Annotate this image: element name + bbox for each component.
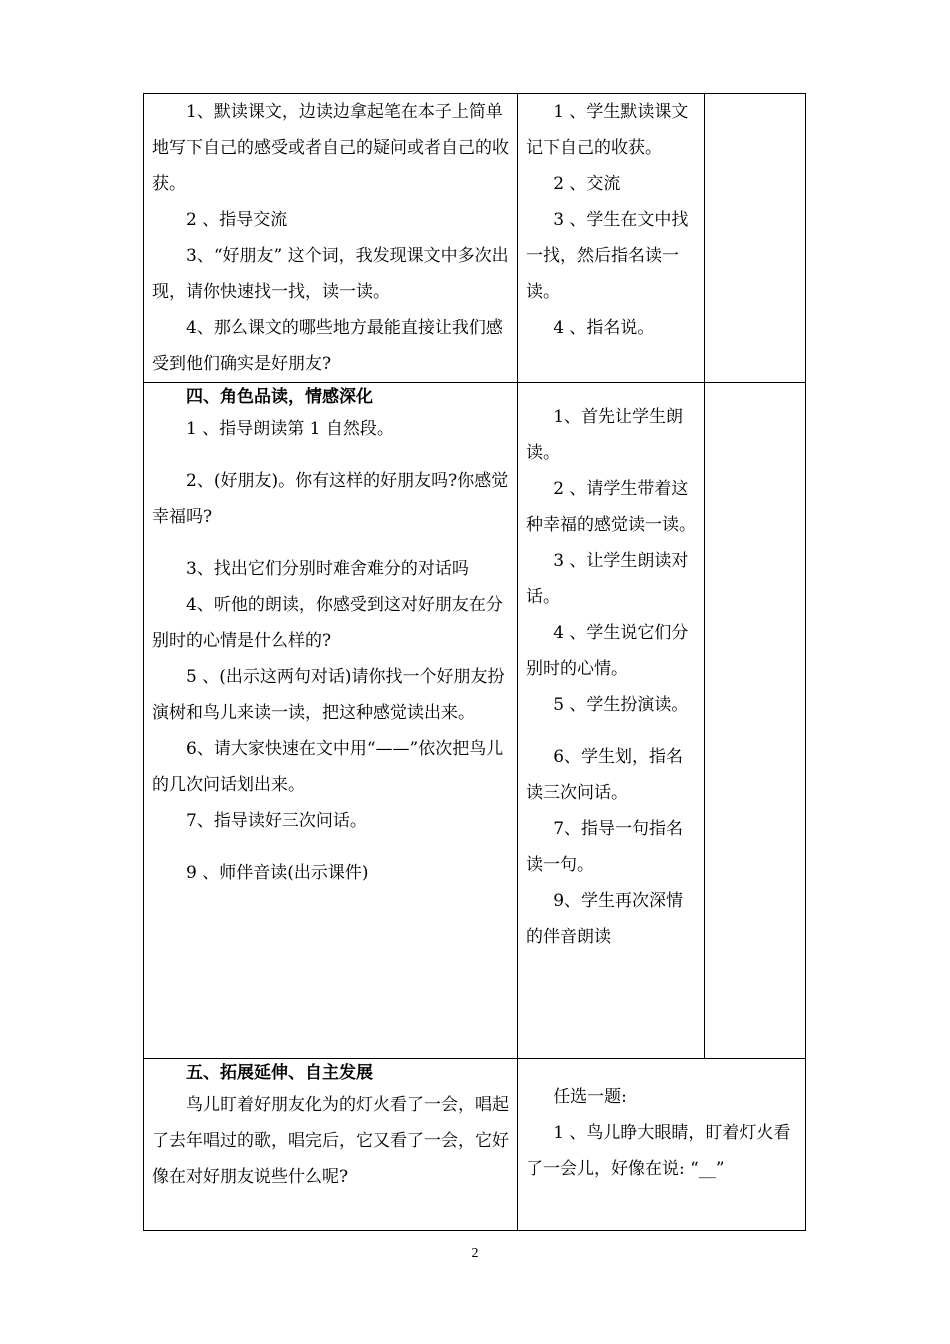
teacher-activity-cell: [144, 1059, 518, 1231]
teacher-activity-cell: [144, 94, 518, 383]
notes-cell: [705, 94, 806, 383]
teacher-activity-cell: [144, 383, 518, 1059]
list-item: 2、(好朋友)。你有这样的好朋友吗?你感觉幸福吗?: [152, 471, 509, 527]
list-item: 7、指导一句指名读一句。: [526, 819, 684, 875]
section-heading: 五、拓展延伸、自主发展: [186, 1063, 373, 1083]
list-item: 7、指导读好三次问话。: [186, 811, 367, 831]
list-item: 3 、让学生朗读对话。: [526, 551, 689, 607]
list-item: 6、请大家快速在文中用“——”依次把鸟儿的几次问话划出来。: [152, 739, 504, 795]
table-row: [144, 1059, 806, 1231]
student-activity-cell: [518, 1059, 806, 1231]
table-row: [144, 94, 806, 383]
list-item: 1、首先让学生朗读。: [526, 407, 684, 463]
list-item: 3 、学生在文中找一找，然后指名读一读。: [526, 210, 689, 302]
list-item: 3、“好朋友” 这个词，我发现课文中多次出现，请你快速找一找，读一读。: [152, 246, 509, 302]
notes-cell: [705, 383, 806, 1059]
list-item: 9 、师伴音读(出示课件): [186, 863, 369, 883]
page-number: 2: [471, 1246, 479, 1261]
list-item: 1 、学生默读课文记下自己的收获。: [526, 102, 689, 158]
student-activity-cell: [518, 383, 705, 1059]
list-item: 2 、指导交流: [186, 210, 288, 230]
list-item: 5 、(出示这两句对话)请你找一个好朋友扮演树和鸟儿来读一读，把这种感觉读出来。: [152, 667, 505, 723]
list-item: 4 、指名说。: [553, 318, 655, 338]
list-item: 1、默读课文，边读边拿起笔在本子上简单地写下自己的感受或者自己的疑问或者自己的收获。: [152, 102, 509, 194]
list-item: 3、找出它们分别时难舍难分的对话吗: [186, 559, 469, 579]
section-heading: 四、角色品读，情感深化: [186, 387, 373, 407]
list-item: 2 、交流: [553, 174, 621, 194]
list-item: 6、学生划，指名读三次问话。: [526, 747, 684, 803]
student-activity-cell: [518, 94, 705, 383]
table-row: [144, 383, 806, 1059]
list-item: 4 、学生说它们分别时的心情。: [526, 623, 689, 679]
list-item: 4、那么课文的哪些地方最能直接让我们感受到他们确实是好朋友?: [152, 318, 503, 374]
list-item: 任选一题:: [553, 1087, 627, 1107]
list-item: 5 、学生扮演读。: [553, 695, 689, 715]
list-item: 1 、指导朗读第 1 自然段。: [186, 419, 394, 439]
list-item: 4、听他的朗读，你感受到这对好朋友在分别时的心情是什么样的?: [152, 595, 503, 651]
list-item: 2 、请学生带着这种幸福的感觉读一读。: [526, 479, 696, 535]
list-item: 鸟儿盯着好朋友化为的灯火看了一会，唱起了去年唱过的歌，唱完后，它又看了一会，它好像在对好朋友说些什么呢?: [152, 1095, 509, 1187]
lesson-plan-table: [143, 93, 806, 1231]
list-item: 9、学生再次深情的伴音朗读: [526, 891, 684, 947]
list-item: 1 、鸟儿睁大眼睛，盯着灯火看了一会儿，好像在说: “__”: [526, 1123, 791, 1179]
